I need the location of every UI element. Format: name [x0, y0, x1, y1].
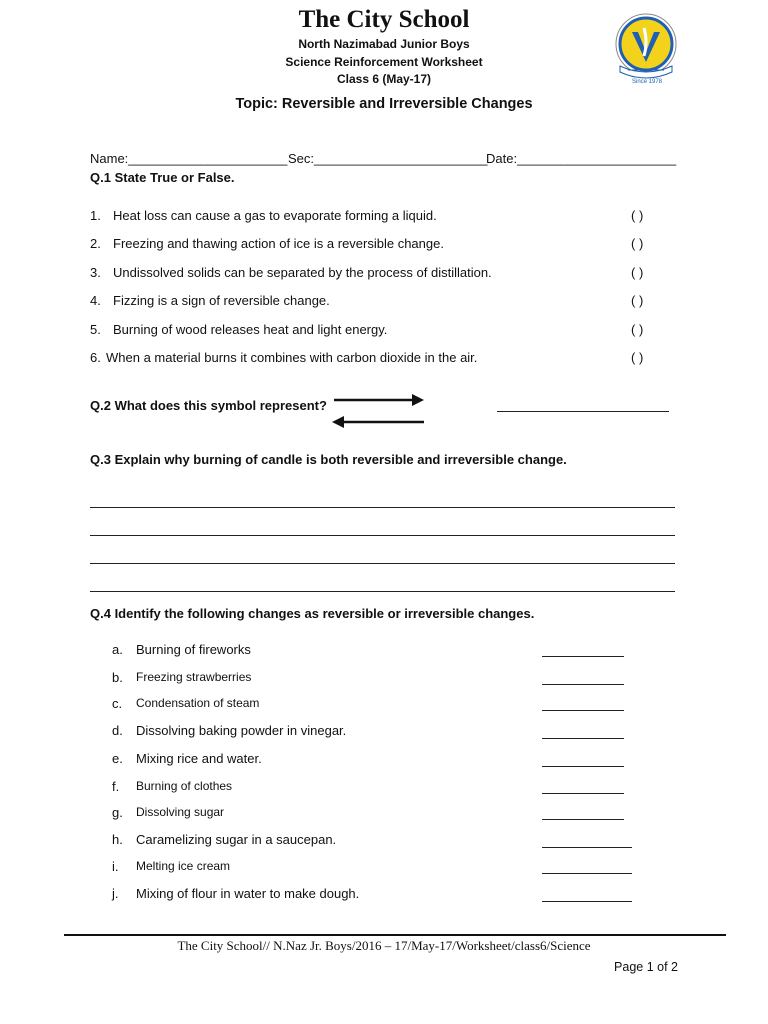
q4-item-text: Mixing of flour in water to make dough.	[136, 886, 360, 901]
q1-answer-box[interactable]: ( )	[631, 265, 644, 280]
q1-answer-box[interactable]: ( )	[631, 322, 644, 337]
q1-item-text: Undissolved solids can be separated by the process of distillation.	[113, 265, 492, 280]
q4-item-text: Burning of clothes	[136, 779, 233, 793]
q1-item-number: 2.	[90, 236, 101, 251]
q4-answer-line[interactable]	[542, 819, 624, 820]
q3-answer-line[interactable]	[90, 591, 675, 592]
footer-text: The City School// N.Naz Jr. Boys/2016 – 17/May-17/Worksheet/class6/Science	[177, 938, 591, 953]
q2-title: Q.2 What does this symbol represent?	[90, 398, 327, 413]
worksheet-name: Science Reinforcement Worksheet	[285, 55, 483, 69]
q4-answer-line[interactable]	[542, 656, 624, 657]
q4-item-text: Burning of fireworks	[136, 642, 251, 657]
page-number: Page 1 of 2	[614, 960, 678, 974]
q1-item-text: When a material burns it combines with carbon dioxide in the air.	[106, 350, 478, 365]
q4-item-text: Caramelizing sugar in a saucepan.	[136, 832, 337, 847]
q1-item-number: 1.	[90, 208, 101, 223]
q4-item-letter: a.	[112, 642, 123, 657]
q4-item-text: Melting ice cream	[136, 859, 231, 873]
q2-answer-line[interactable]	[497, 411, 669, 412]
q4-item-text: Dissolving sugar	[136, 805, 225, 819]
q4-item-letter: e.	[112, 751, 123, 766]
q4-item-letter: b.	[112, 670, 123, 685]
q1-item-text: Heat loss can cause a gas to evaporate forming a liquid.	[113, 208, 437, 223]
q4-item-text: Condensation of steam	[136, 696, 260, 710]
q4-item-letter: f.	[112, 779, 120, 794]
q4-item-text: Dissolving baking powder in vinegar.	[136, 723, 347, 738]
q4-answer-line[interactable]	[542, 710, 624, 711]
q1-item-number: 4.	[90, 293, 101, 308]
branch-name: North Nazimabad Junior Boys	[298, 37, 470, 51]
q3-answer-line[interactable]	[90, 535, 675, 536]
q1-answer-box[interactable]: ( )	[631, 293, 644, 308]
q1-item-text: Freezing and thawing action of ice is a reversible change.	[113, 236, 444, 251]
q1-item-text: Fizzing is a sign of reversible change.	[113, 293, 330, 308]
q1-title: Q.1 State True or False.	[90, 170, 235, 185]
q4-answer-line[interactable]	[542, 873, 632, 874]
q1-answer-box[interactable]: ( )	[631, 208, 644, 223]
q4-item-letter: h.	[112, 832, 123, 847]
q4-answer-line[interactable]	[542, 847, 632, 848]
q4-answer-line[interactable]	[542, 901, 632, 902]
q4-item-letter: c.	[112, 696, 123, 711]
section-field[interactable]: Sec:________________________	[288, 151, 488, 166]
q4-answer-line[interactable]	[542, 684, 624, 685]
q1-item-number: 5.	[90, 322, 101, 337]
q4-title: Q.4 Identify the following changes as reversible or irreversible changes.	[90, 606, 535, 621]
q1-item-text: Burning of wood releases heat and light energy.	[113, 322, 388, 337]
q4-item-letter: d.	[112, 723, 123, 738]
q4-item-text: Mixing rice and water.	[136, 751, 262, 766]
q1-answer-box[interactable]: ( )	[631, 236, 644, 251]
footer-divider	[64, 934, 726, 936]
q1-answer-box[interactable]: ( )	[631, 350, 644, 365]
q4-answer-line[interactable]	[542, 793, 624, 794]
logo-since-text: Since 1978	[631, 79, 663, 85]
q4-item-letter: g.	[112, 805, 123, 820]
q4-answer-line[interactable]	[542, 766, 624, 767]
school-logo	[614, 12, 680, 90]
q1-item-number: 6.	[90, 350, 101, 365]
date-field[interactable]: Date:______________________	[486, 151, 677, 166]
topic-title: Topic: Reversible and Irreversible Changes	[235, 96, 533, 112]
q4-answer-line[interactable]	[542, 738, 624, 739]
class-label: Class 6 (May-17)	[336, 72, 432, 86]
q3-answer-line[interactable]	[90, 507, 675, 508]
q4-item-letter: i.	[112, 859, 119, 874]
q3-title: Q.3 Explain why burning of candle is both reversible and irreversible change.	[90, 452, 567, 467]
q4-item-letter: j.	[112, 886, 119, 901]
reversible-arrows-icon	[330, 390, 426, 430]
name-field[interactable]: Name:______________________	[90, 151, 288, 166]
q4-item-text: Freezing strawberries	[136, 670, 252, 684]
school-title: The City School	[298, 6, 470, 33]
q1-item-number: 3.	[90, 265, 101, 280]
q3-answer-line[interactable]	[90, 563, 675, 564]
